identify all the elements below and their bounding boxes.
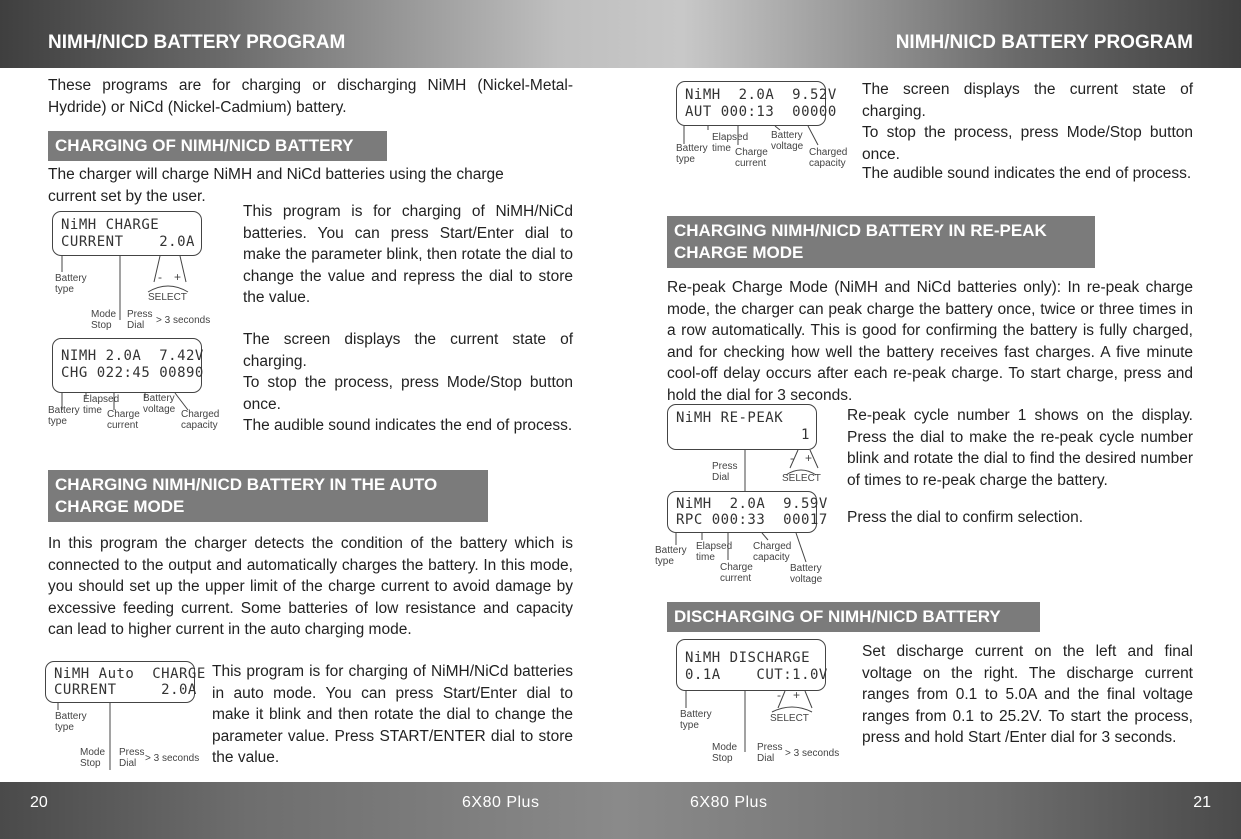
discharging-description: Set discharge current on the left and final voltage on the right. The discharge current ranges from 0.1 to 5.0A and the final voltage ranges from 0.1 to 25.2V. To start the process, press and hold Start /Enter dial for 3 seconds. <box>862 643 1193 746</box>
section-title-discharging: DISCHARGING OF NIMH/NICD BATTERY <box>667 602 1040 632</box>
label-select: SELECT <box>782 473 821 484</box>
charging-description: This program is for charging of NiMH/NiCd batteries. You can press Start/Enter dial to make the parameter blink, then rotate the dial to change the value and repress the dial to store the value. <box>243 203 573 306</box>
label-select: SELECT <box>770 713 809 724</box>
label-mode-stop: Mode Stop <box>91 309 117 331</box>
lcd-line-1: NiMH CHARGE <box>61 217 160 233</box>
label-elapsed-time: Elapsed time <box>696 541 733 563</box>
charging-end-text: The audible sound indicates the end of process. <box>243 417 573 434</box>
label-elapsed-time: Elapsed time <box>712 132 749 154</box>
plus-sign: + <box>174 270 182 284</box>
repeak-description: Re-peak cycle number 1 shows on the display. Press the dial to make the re-peak cycle number blink and rotate the dial to find the desired number of times to re-peak charge the battery. <box>847 407 1193 489</box>
page-number-left: 20 <box>30 794 48 811</box>
right-header-title: NIMH/NICD BATTERY PROGRAM <box>895 32 1193 53</box>
label-press-dial: Press Dial <box>127 309 153 331</box>
brand-left: 6X80 Plus <box>462 794 540 811</box>
lcd-line-2: CURRENT 2.0A <box>61 234 195 250</box>
label-press-dial: Press Dial <box>757 742 783 764</box>
label-charged-capacity: Charged capacity <box>753 541 792 563</box>
lcd-line-1: NiMH RE-PEAK <box>676 410 784 426</box>
auto-end-text: The audible sound indicates the end of process. <box>862 165 1192 182</box>
label-battery-type: Battery type <box>680 709 712 731</box>
plus-sign: + <box>793 688 801 702</box>
label-elapsed-time: Elapsed time <box>83 394 120 416</box>
label-seconds: > 3 seconds <box>145 753 200 764</box>
label-charge-current: Charge current <box>720 562 753 584</box>
label-select: SELECT <box>148 292 187 303</box>
label-press-dial: Press Dial <box>119 747 145 769</box>
label-charged-capacity: Charged capacity <box>809 147 848 169</box>
charging-status-text: The screen displays the current state of charging. <box>243 331 573 370</box>
charging-intro: The charger will charge NiMH and NiCd batteries using the charge current set by the user. <box>48 166 504 205</box>
label-seconds: > 3 seconds <box>156 315 211 326</box>
brand-right: 6X80 Plus <box>690 794 768 811</box>
label-battery-voltage: Battery voltage <box>790 563 823 585</box>
label-battery-voltage: Battery voltage <box>143 393 176 415</box>
label-mode-stop: Mode Stop <box>80 747 106 769</box>
label-battery-type: Battery type <box>676 143 708 165</box>
lcd-line-2: RPC 000:33 00017 <box>676 512 828 528</box>
label-charged-capacity: Charged capacity <box>181 409 220 431</box>
label-battery-voltage: Battery voltage <box>771 130 804 152</box>
minus-sign: - <box>777 688 781 702</box>
lcd-line-1: NiMH Auto CHARGE <box>54 666 206 682</box>
label-battery-type: Battery type <box>55 711 87 733</box>
plus-sign: + <box>805 451 813 465</box>
label-battery-type: Battery type <box>48 405 80 427</box>
section-title-repeak: CHARGING NIMH/NICD BATTERY IN RE-PEAK CHARGE MODE <box>667 216 1095 268</box>
label-battery-type: Battery type <box>655 545 687 567</box>
auto-status-text: The screen displays the current state of charging. <box>862 81 1193 120</box>
auto-stop-text: To stop the process, press Mode/Stop button once. <box>862 124 1193 163</box>
intro-text: These programs are for charging or discharging NiMH (Nickel-Metal-Hydride) or NiCd (Nickel-Cadmium) battery. <box>48 77 573 116</box>
lcd-line-1: NiMH DISCHARGE <box>685 650 811 666</box>
minus-sign: - <box>790 451 794 465</box>
lcd-line-2: CURRENT 2.0A <box>54 682 197 698</box>
lcd-line-2: 0.1A CUT:1.0V <box>685 667 828 683</box>
label-press-dial: Press Dial <box>712 461 738 483</box>
repeak-confirm-text: Press the dial to confirm selection. <box>847 509 1084 526</box>
minus-sign: - <box>158 270 162 284</box>
left-header-title: NIMH/NICD BATTERY PROGRAM <box>48 32 346 53</box>
lcd-line-1: NIMH 2.0A 7.42V <box>61 348 204 364</box>
lcd-line-2: CHG 022:45 00890 <box>61 365 204 381</box>
lcd-line-2: AUT 000:13 00000 <box>685 104 837 120</box>
page-footer <box>0 782 1241 839</box>
lcd-line-1: NiMH 2.0A 9.52V <box>685 87 837 103</box>
repeak-intro: Re-peak Charge Mode (NiMH and NiCd batteries only): In re-peak charge mode, the charger can peak charge the battery once, twice or three times in a row automatically. This is good for confirming the battery is fully charged, and for checking how well the battery receives fast charges. A five minute cool-off delay occurs after each re-peak charge. To start charge, press and hold the dial for 3 seconds. <box>667 279 1193 404</box>
section-title-auto-charge: CHARGING NIMH/NICD BATTERY IN THE AUTO CHARGE MODE <box>48 470 488 522</box>
lcd-line-2: 1 <box>676 427 810 443</box>
lcd-line-1: NiMH 2.0A 9.59V <box>676 496 828 512</box>
label-mode-stop: Mode Stop <box>712 742 738 764</box>
auto-description: This program is for charging of NiMH/NiCd batteries in auto mode. You can press Start/Enter dial to make it blink and then rotate the dial to change the parameter value. Press START/ENTER dial to store the value. <box>212 663 573 766</box>
label-seconds: > 3 seconds <box>785 748 840 759</box>
label-charge-current: Charge current <box>107 409 140 431</box>
section-title-charging: CHARGING OF NIMH/NICD BATTERY <box>48 131 387 161</box>
auto-intro: In this program the charger detects the condition of the battery which is connected to the output and automatically charges the battery. In this mode, you should set up the upper limit of the charge current to avoid damage by excessive feeding current. Some batteries of low resistance and capacity can lead to higher current in the auto charging mode. <box>48 535 573 638</box>
label-battery-type: Battery type <box>55 273 87 295</box>
charging-stop-text: To stop the process, press Mode/Stop button once. <box>243 374 573 413</box>
label-charge-current: Charge current <box>735 147 768 169</box>
page-number-right: 21 <box>1193 794 1211 811</box>
